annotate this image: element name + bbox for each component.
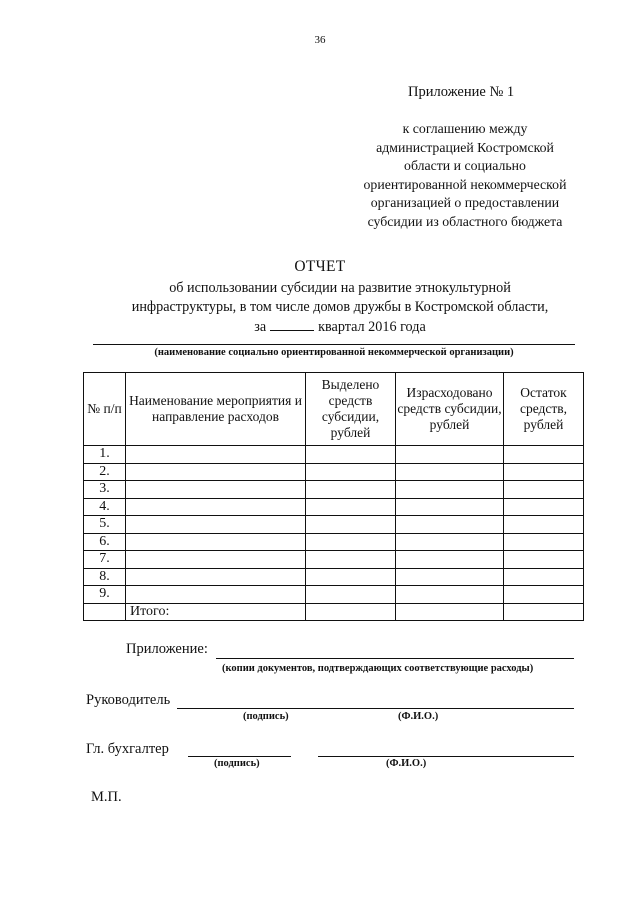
spent-cell[interactable] bbox=[396, 481, 504, 499]
allocated-cell[interactable] bbox=[306, 586, 396, 604]
report-period bbox=[40, 317, 640, 337]
head-signature-field[interactable] bbox=[177, 708, 574, 709]
remainder-cell[interactable] bbox=[504, 568, 584, 586]
total-number-cell bbox=[84, 603, 126, 621]
remainder-cell[interactable] bbox=[504, 533, 584, 551]
remainder-cell[interactable] bbox=[504, 551, 584, 569]
row-number: 6. bbox=[84, 533, 126, 551]
total-allocated-cell[interactable] bbox=[306, 603, 396, 621]
allocated-cell[interactable] bbox=[306, 568, 396, 586]
report-subtitle-line: инфраструктуры, в том числе домов дружбы в Костромской области, bbox=[131, 299, 549, 315]
agreement-line: ориентированной некоммерческой bbox=[363, 176, 567, 192]
allocated-cell[interactable] bbox=[306, 516, 396, 534]
row-number: 7. bbox=[84, 551, 126, 569]
activity-cell[interactable] bbox=[126, 446, 306, 464]
total-spent-cell[interactable] bbox=[396, 603, 504, 621]
activity-cell[interactable] bbox=[126, 586, 306, 604]
agreement-line: области и социально bbox=[404, 158, 526, 173]
period-prefix: за bbox=[254, 319, 267, 335]
allocated-cell[interactable] bbox=[306, 533, 396, 551]
stamp-label: М.П. bbox=[91, 789, 122, 805]
remainder-cell[interactable] bbox=[504, 463, 584, 481]
table-row bbox=[84, 551, 584, 569]
spent-cell[interactable] bbox=[396, 516, 504, 534]
table-row bbox=[84, 498, 584, 516]
activity-cell[interactable] bbox=[126, 481, 306, 499]
allocated-cell[interactable] bbox=[306, 498, 396, 516]
spent-cell[interactable] bbox=[396, 498, 504, 516]
table-total-row bbox=[84, 603, 584, 621]
row-number: 5. bbox=[84, 516, 126, 534]
spent-cell[interactable] bbox=[396, 446, 504, 464]
accountant-label: Гл. бухгалтер bbox=[86, 741, 169, 757]
accountant-name-caption: (Ф.И.О.) bbox=[386, 758, 427, 769]
spent-cell[interactable] bbox=[396, 568, 504, 586]
remainder-cell[interactable] bbox=[504, 498, 584, 516]
table-row bbox=[84, 533, 584, 551]
period-suffix: квартал 2016 года bbox=[318, 319, 426, 335]
report-subtitle-line: об использовании субсидии на развитие этнокультурной bbox=[169, 280, 511, 296]
header-spent: Израсходовано средств субсидии, рублей bbox=[396, 373, 504, 446]
table-row bbox=[84, 586, 584, 604]
allocated-cell[interactable] bbox=[306, 551, 396, 569]
page-number: 36 bbox=[314, 34, 326, 46]
activity-cell[interactable] bbox=[126, 516, 306, 534]
allocated-cell[interactable] bbox=[306, 463, 396, 481]
row-number: 3. bbox=[84, 481, 126, 499]
table-row bbox=[84, 463, 584, 481]
agreement-line: организацией о предоставлении bbox=[370, 195, 560, 210]
activity-cell[interactable] bbox=[126, 568, 306, 586]
header-allocated: Выделено средств субсидии, рублей bbox=[306, 373, 396, 446]
head-label: Руководитель bbox=[86, 692, 171, 708]
allocated-cell[interactable] bbox=[306, 481, 396, 499]
row-number: 1. bbox=[84, 446, 126, 464]
row-number: 8. bbox=[84, 568, 126, 586]
organization-caption: (наименование социально ориентированной некоммерческой организации) bbox=[154, 347, 514, 358]
table-row bbox=[84, 516, 584, 534]
remainder-cell[interactable] bbox=[504, 586, 584, 604]
remainder-cell[interactable] bbox=[504, 481, 584, 499]
organization-name-field[interactable] bbox=[93, 344, 575, 345]
quarter-blank-field[interactable] bbox=[270, 317, 314, 331]
table-row bbox=[84, 568, 584, 586]
row-number: 2. bbox=[84, 463, 126, 481]
table-row bbox=[84, 446, 584, 464]
attachment-field[interactable] bbox=[216, 658, 574, 659]
activity-cell[interactable] bbox=[126, 463, 306, 481]
table-row bbox=[84, 481, 584, 499]
report-subtitle bbox=[40, 279, 640, 337]
agreement-line: администрацией Костромской bbox=[376, 139, 554, 155]
agreement-line: субсидии из областного бюджета bbox=[367, 213, 563, 229]
expenditure-table bbox=[83, 372, 584, 621]
header-number: № п/п bbox=[84, 373, 126, 446]
accountant-signature-caption: (подпись) bbox=[214, 758, 260, 769]
allocated-cell[interactable] bbox=[306, 446, 396, 464]
attachment-caption: (копии документов, подтверждающих соответствующие расходы) bbox=[222, 663, 534, 674]
activity-cell[interactable] bbox=[126, 533, 306, 551]
spent-cell[interactable] bbox=[396, 551, 504, 569]
header-remainder: Остаток средств, рублей bbox=[504, 373, 584, 446]
header-activity: Наименование мероприятия и направление расходов bbox=[126, 373, 306, 446]
accountant-name-field[interactable] bbox=[318, 756, 574, 757]
accountant-signature-field[interactable] bbox=[188, 756, 291, 757]
head-signature-caption: (подпись) bbox=[243, 711, 289, 722]
remainder-cell[interactable] bbox=[504, 516, 584, 534]
row-number: 9. bbox=[84, 586, 126, 604]
report-title: ОТЧЕТ bbox=[294, 258, 346, 275]
attachment-label: Приложение: bbox=[126, 641, 208, 657]
agreement-line: к соглашению между bbox=[402, 121, 528, 136]
table-header-row bbox=[84, 373, 584, 446]
activity-cell[interactable] bbox=[126, 498, 306, 516]
agreement-reference bbox=[340, 120, 590, 231]
total-remainder-cell[interactable] bbox=[504, 603, 584, 621]
appendix-title: Приложение № 1 bbox=[408, 84, 515, 100]
remainder-cell[interactable] bbox=[504, 446, 584, 464]
spent-cell[interactable] bbox=[396, 463, 504, 481]
spent-cell[interactable] bbox=[396, 586, 504, 604]
row-number: 4. bbox=[84, 498, 126, 516]
total-label: Итого: bbox=[126, 603, 306, 621]
head-name-caption: (Ф.И.О.) bbox=[398, 711, 439, 722]
spent-cell[interactable] bbox=[396, 533, 504, 551]
activity-cell[interactable] bbox=[126, 551, 306, 569]
